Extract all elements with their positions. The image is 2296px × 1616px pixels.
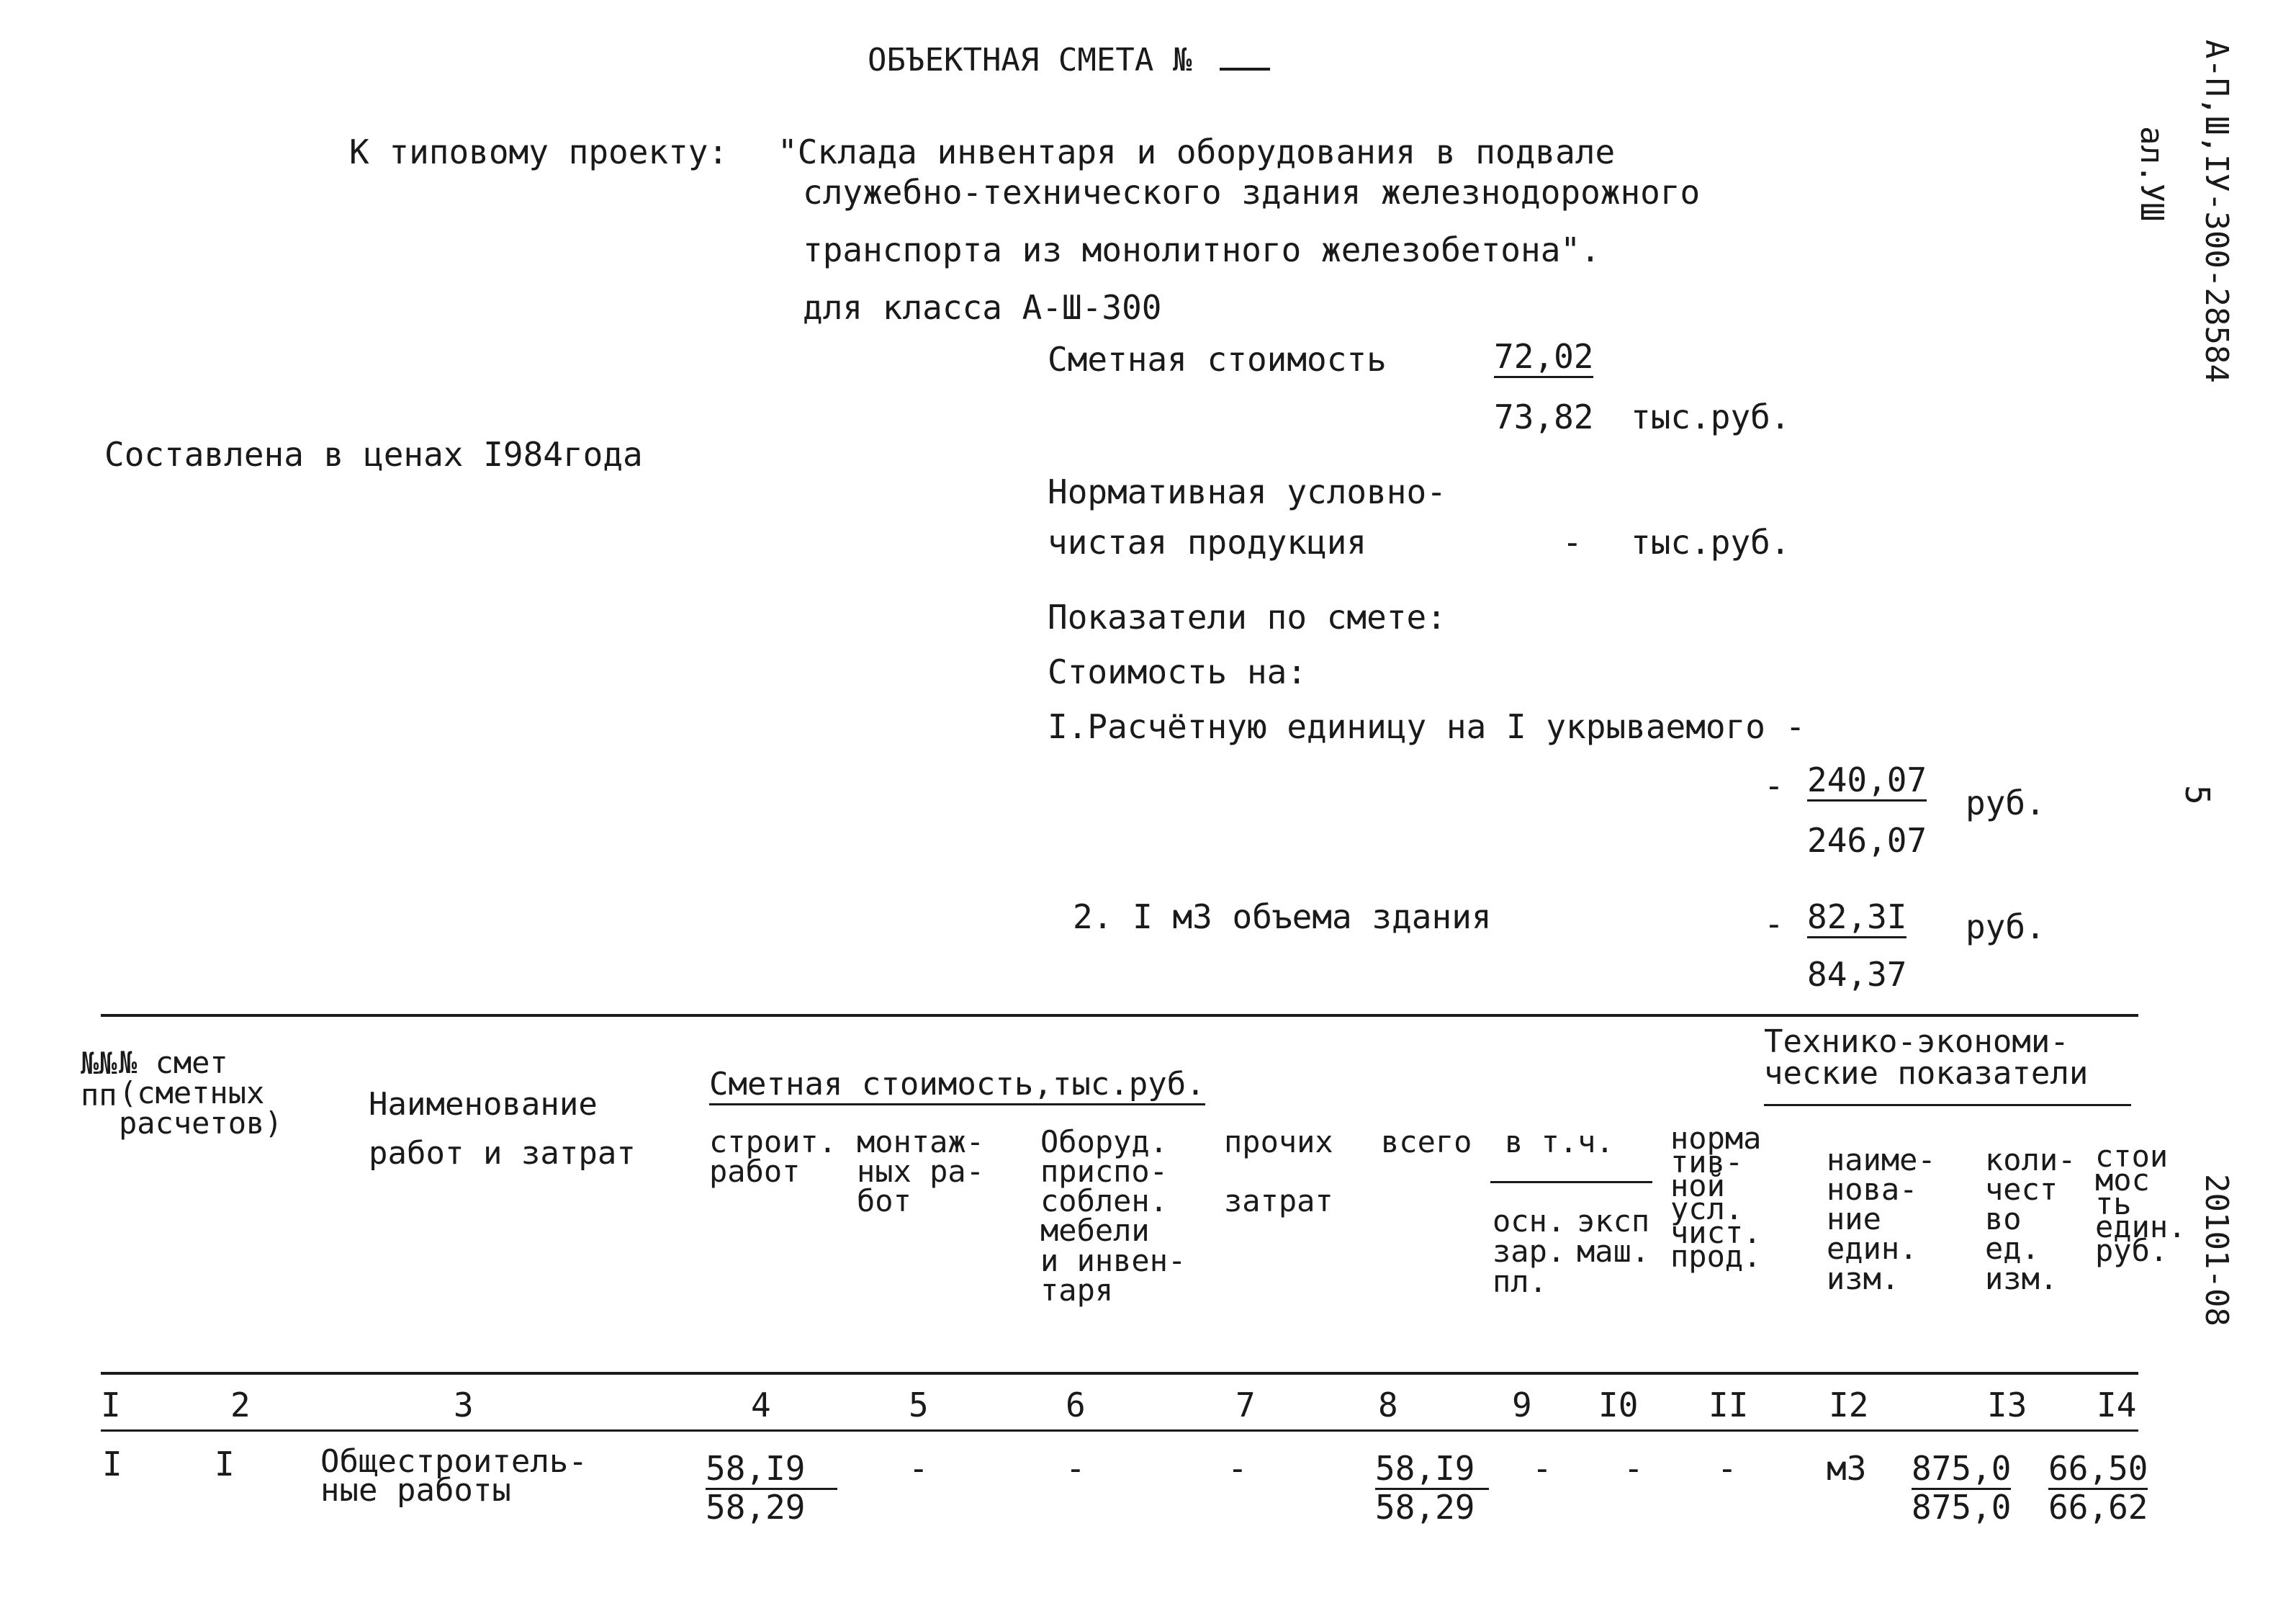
col-qty-header: коли- чест во ед. изм. [1985, 1142, 2076, 1296]
title-number-blank [1220, 68, 1270, 71]
colnum-2: 2 [230, 1386, 251, 1424]
indicator-2-bottom: 84,37 [1807, 955, 1907, 994]
page-title-text: ОБЪЕКТНАЯ СМЕТА № [868, 42, 1192, 78]
colnum-8: 8 [1378, 1386, 1398, 1424]
col-other-header: прочих затрат [1224, 1124, 1333, 1219]
col-unitcost-header: стои мос ть един. руб. [2095, 1139, 2187, 1268]
col-incl-underline [1490, 1181, 1652, 1183]
colnum-1: I [101, 1386, 121, 1424]
colnum-5: 5 [909, 1386, 929, 1424]
indicator-1-top: 240,07 [1807, 763, 1927, 802]
side-code-2: ал.УШ [2133, 126, 2170, 222]
col-incl-header: в т.ч. [1505, 1124, 1614, 1159]
colnum-7: 7 [1235, 1386, 1256, 1424]
col-unitname-header: наиме- нова- ние един. изм. [1827, 1142, 1936, 1296]
row-unitcost-top: 66,50 [2048, 1452, 2148, 1490]
cost-on-label: Стоимость на: [1048, 652, 1307, 691]
norm-value: - [1562, 523, 1583, 562]
header-bottom-rule [101, 1372, 2138, 1375]
row-equip: - [1066, 1449, 1086, 1488]
col-mach-header: эксп маш. [1577, 1203, 1650, 1269]
colnum-14: I4 [2097, 1386, 2137, 1424]
cost-group-header: Сметная стоимость,тыс.руб. [709, 1069, 1205, 1105]
cost-value-bottom: 73,82 [1494, 398, 1594, 436]
indicators-title: Показатели по смете: [1048, 598, 1446, 637]
col-wage-header: осн. зар. пл. [1493, 1203, 1566, 1299]
tech-group-underline [1764, 1104, 2131, 1106]
col-install-header: монтаж- ных ра- бот [857, 1124, 985, 1219]
page-number: 5 [2178, 785, 2217, 805]
class-line: для класса А-Ш-300 [803, 288, 1162, 327]
row-name: Общестроитель- ные работы [320, 1443, 587, 1509]
indicator-1-dash: - [1764, 766, 1784, 805]
col-norm-header: норма тив- ной усл. чист. прод. [1670, 1121, 1762, 1274]
indicator-2-dash: - [1764, 904, 1784, 943]
indicator-2-top: 82,3I [1807, 900, 1906, 938]
row-wage: - [1532, 1449, 1552, 1488]
project-line-1: "Склада инвентаря и оборудования в подвале [778, 133, 1616, 171]
row-qty-top: 875,0 [1912, 1452, 2011, 1490]
project-line-3: транспорта из монолитного железобетона". [803, 230, 1601, 269]
colnum-3: 3 [454, 1386, 474, 1424]
col-name-header: Наименование работ и затрат [369, 1086, 636, 1172]
row-build-top: 58,I9 [706, 1452, 837, 1490]
col-build-header: строит. работ [709, 1124, 837, 1190]
row-qty-bottom: 875,0 [1912, 1488, 2012, 1527]
row-estimate: I [215, 1445, 235, 1483]
indicator-1-bottom: 246,07 [1807, 821, 1927, 860]
page-title [868, 42, 1270, 78]
indicator-1-unit: руб. [1966, 784, 2045, 822]
norm-unit: тыс.руб. [1631, 523, 1791, 562]
row-total-bottom: 58,29 [1375, 1488, 1475, 1527]
colnum-11: II [1709, 1386, 1749, 1424]
row-num: I [102, 1445, 122, 1483]
table-top-rule [101, 1014, 2138, 1017]
col-estimate-header: № смет (сметных расчетов) [119, 1045, 283, 1141]
row-install: - [909, 1449, 929, 1488]
col-total-header: всего [1381, 1124, 1472, 1159]
row-build-bottom: 58,29 [706, 1488, 806, 1527]
cost-value-top: 72,02 [1494, 340, 1593, 378]
colnum-9: 9 [1512, 1386, 1532, 1424]
project-line-2: служебно-технического здания железнодорожного [803, 173, 1701, 212]
row-mach: - [1624, 1449, 1644, 1488]
colnum-10: I0 [1598, 1386, 1639, 1424]
row-unit: м3 [1827, 1449, 1867, 1488]
indicator-1-label: I.Расчётную единицу на I укрываемого - [1048, 707, 1806, 746]
tech-group-header: Технико-экономи- ческие показатели [1764, 1023, 2089, 1092]
prices-year: Составлена в ценах I984года [104, 435, 643, 474]
column-number-rule [101, 1429, 2138, 1432]
col-num-header: №№ пп [81, 1046, 117, 1113]
side-code-3: 20101-08 [2198, 1174, 2235, 1327]
colnum-6: 6 [1066, 1386, 1086, 1424]
colnum-4: 4 [751, 1386, 771, 1424]
row-total-top: 58,I9 [1375, 1452, 1489, 1490]
indicator-2-unit: руб. [1966, 907, 2045, 946]
project-label: К типовому проекту: [349, 133, 729, 171]
row-unitcost-bottom: 66,62 [2048, 1488, 2148, 1527]
norm-label-2: чистая продукция [1048, 523, 1367, 562]
row-other: - [1228, 1449, 1248, 1488]
side-code-1: А-П,Ш,IУ-300-28584 [2198, 40, 2235, 383]
norm-label-1: Нормативная условно- [1048, 472, 1446, 511]
cost-label: Сметная стоимость [1048, 340, 1387, 379]
cost-unit: тыс.руб. [1631, 398, 1791, 436]
row-norm: - [1717, 1449, 1737, 1488]
col-equip-header: Оборуд. приспо- соблен. мебели и инвен- таря [1040, 1124, 1187, 1308]
colnum-12: I2 [1829, 1386, 1869, 1424]
indicator-2-label: 2. I м3 объема здания [1073, 897, 1492, 936]
colnum-13: I3 [1987, 1386, 2027, 1424]
